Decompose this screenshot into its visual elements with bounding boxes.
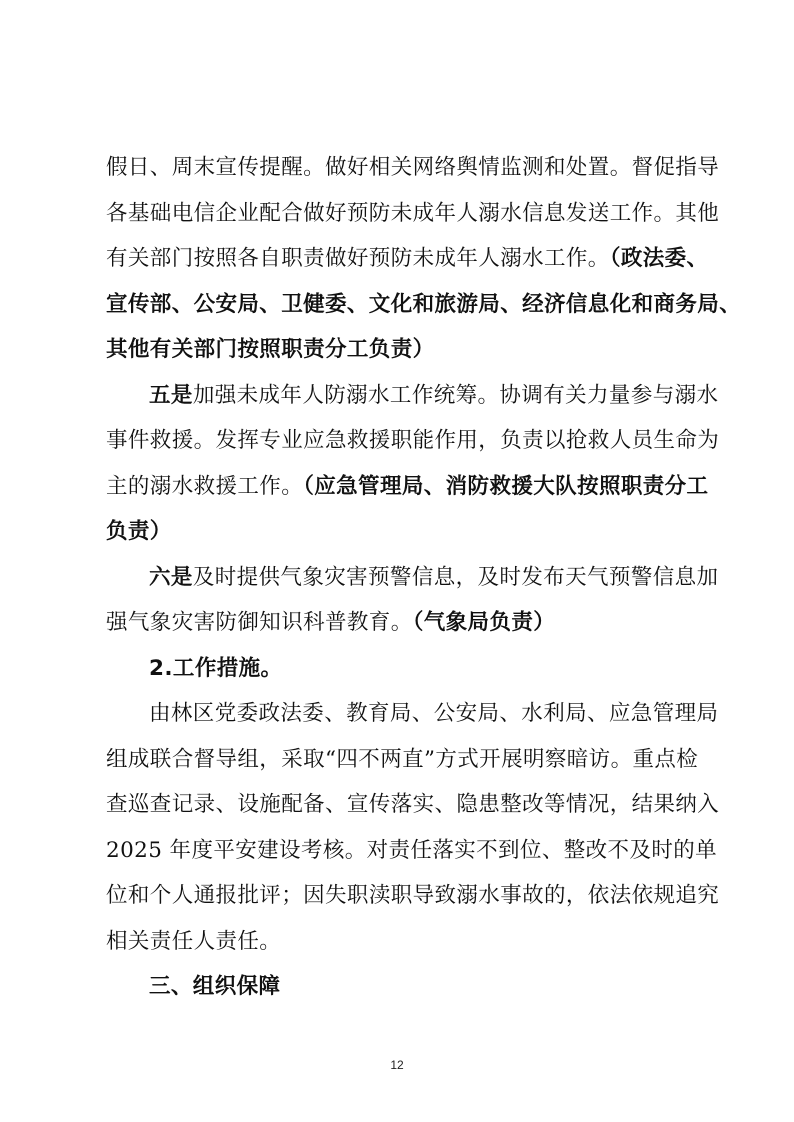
text-run: 事件救援。发挥专业应急救援职能作用，负责以抢救人员生命为 bbox=[106, 428, 720, 453]
text-line bbox=[106, 191, 720, 237]
text-line bbox=[106, 373, 719, 419]
text-line bbox=[106, 236, 709, 282]
text-line bbox=[106, 873, 720, 919]
text-run: 及时提供气象灾害预警信息，及时发布天气预警信息加 bbox=[192, 564, 719, 590]
item-lead: 六是 bbox=[149, 564, 193, 590]
responsibility-note: （应急管理局、消防救援大队按照职责分工 bbox=[303, 473, 709, 499]
text-line bbox=[106, 282, 742, 328]
text-line bbox=[106, 919, 696, 965]
responsibility-note: （气象局负责） bbox=[412, 610, 556, 635]
text-run: 组成联合督导组，采取“四不两直”方式开展明察暗访。重点检 bbox=[106, 746, 699, 772]
heading-text: 三、组织保障 bbox=[149, 974, 281, 999]
text-line bbox=[106, 555, 719, 601]
text-line bbox=[106, 737, 699, 783]
responsibility-note: （政法委、 bbox=[609, 246, 709, 271]
responsibility-note: 宣传部、公安局、卫健委、文化和旅游局、经济信息化和商务局、 bbox=[106, 291, 742, 317]
text-run: 各基础电信企业配合做好预防未成年人溺水信息发送工作。其他 bbox=[106, 200, 720, 226]
text-line bbox=[106, 782, 720, 828]
item-lead: 五是 bbox=[149, 382, 193, 408]
text-line bbox=[106, 691, 719, 737]
page-number: 12 bbox=[390, 1058, 404, 1072]
text-line bbox=[106, 600, 696, 646]
text-run: 相关责任人责任。 bbox=[106, 928, 282, 954]
body-text bbox=[106, 145, 742, 1010]
text-line bbox=[106, 145, 720, 191]
text-run: 查巡查记录、设施配备、宣传落实、隐患整改等情况，结果纳入 bbox=[106, 792, 720, 817]
text-run: 主的溺水救援工作。 bbox=[106, 473, 304, 499]
text-line bbox=[106, 418, 720, 464]
text-run: 强气象灾害防御知识科普教育。 bbox=[106, 610, 413, 635]
text-run: 2025 年度平安建设考核。对责任落实不到位、整改不及时的单 bbox=[106, 837, 718, 863]
section-heading bbox=[106, 964, 696, 1010]
text-run: 由林区党委政法委、教育局、公安局、水利局、应急管理局 bbox=[149, 701, 719, 726]
text-line bbox=[106, 327, 696, 373]
responsibility-note: 其他有关部门按照职责分工负责） bbox=[106, 337, 435, 362]
text-line bbox=[106, 509, 696, 555]
text-run: 位和个人通报批评；因失职渎职导致溺水事故的，依法依规追究 bbox=[106, 883, 720, 908]
section-heading bbox=[106, 646, 696, 692]
text-line bbox=[106, 828, 718, 874]
text-line bbox=[106, 464, 709, 510]
heading-text: 2.工作措施。 bbox=[149, 655, 283, 681]
responsibility-note: 负责） bbox=[106, 519, 172, 544]
text-run: 加强未成年人防溺水工作统筹。协调有关力量参与溺水 bbox=[192, 382, 719, 408]
text-run: 有关部门按照各自职责做好预防未成年人溺水工作。 bbox=[106, 246, 610, 271]
text-run: 假日、周末宣传提醒。做好相关网络舆情监测和处置。督促指导 bbox=[106, 155, 720, 180]
